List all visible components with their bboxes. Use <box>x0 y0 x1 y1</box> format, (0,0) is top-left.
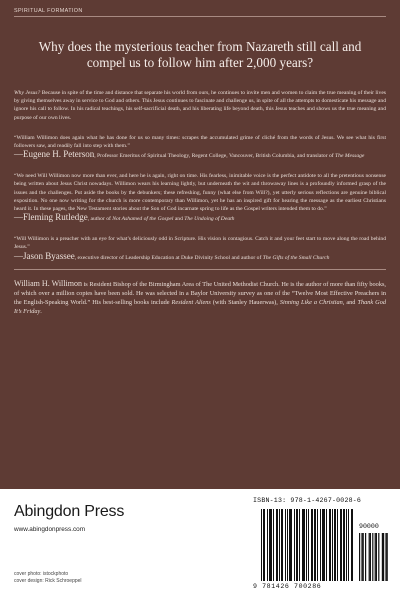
headline: Why does the mysterious teacher from Nazareth still call and compel us to follow him after 2,000 years? <box>38 39 362 70</box>
bio-text: , and <box>342 298 358 306</box>
endorser-work: The Undoing of Death <box>184 216 235 223</box>
price-code: 90000 <box>359 523 379 530</box>
intro-text: Because in spite of the time and distance that separate his world from ours, he continues to invite men and women to claim the true meaning of their lives by giving themselves away in service to God and others. This Jesus continues to fascinate and challenge us, in spite of all the attempts to domesticate his message and ignore his call to follow. In his radical teachings, his self-sacrificial death, and his liberating life beyond death, this Jesus teaches and shows us the true meaning and purpose of our own lives. <box>14 90 386 121</box>
endorsement-quote: “William Willimon does again what he has done for us so many times: scrapes the accumulated grime of cliché from the words of Jesus. We see what his first followers saw, and readily fall into step with them.” <box>14 134 386 150</box>
endorser-conjunction: and <box>173 216 185 223</box>
endorsement-quote: “Will Willimon is a preacher with an eye for what’s deliciously odd in Scripture. His vision is contagious. Catch it and your feet start to move along the road behind Jesus.” <box>14 236 386 251</box>
endorsement-attribution <box>14 213 386 223</box>
bio-book: Resident Aliens <box>171 298 211 306</box>
bio-text: is Resident Bishop of the Birmingham Area of The United Methodist Church. He is the author of more than fifty books, of which over a million copies have been sold. He was selected in a Baylor University survey as one of the “Twelve Most Effective Preachers in the English-Speaking World.” His best-selling books include <box>14 280 387 306</box>
intro-lead: Why Jesus? <box>14 90 41 96</box>
endorser-name: —Jason Byassee <box>14 250 75 261</box>
endorser-work: The Gifts of the Small Church <box>262 254 330 261</box>
endorsement-attribution <box>14 252 386 262</box>
author-name: William H. Willimon <box>14 278 82 288</box>
cover-photo-credit: cover photo: istockphoto <box>14 571 69 577</box>
endorsement-quote: “We need Will Willimon now more than ever, and here he is again, right on time. His fearless, inimitable voice is the perfect antidote to all the pretentious nonsense being written about Jesus Christ nowadays. Willimon wears his learning lightly, but underneath the wit and throwaway lines is a profoundly informed grasp of the issues and the challenges. Put aside the books by the debunkers; these refreshing, funny (what else from Will?), yet utterly serious reflections are genuine biblical exposition. No one now writing for the church is more contemporary than Willimon, yet he has an inspired gift for hearing the message as the earliest Christians heard it. In these pages, the New Testament stories about the Son of God incarnate spring to life as the Gospel writers intended them to do.” <box>14 173 386 213</box>
endorser-name: —Eugene H. Peterson <box>14 149 95 160</box>
divider <box>14 269 386 270</box>
category-label: SPIRITUAL FORMATION <box>14 8 386 17</box>
bio-text: (with Stanley Hauerwas), <box>210 298 280 306</box>
endorsement-attribution <box>14 150 386 160</box>
bio-book: Sinning Like a Christian <box>279 298 343 306</box>
bio-book: Thank God It’s Friday <box>14 298 387 315</box>
barcode-icon <box>253 497 391 593</box>
ean-digits: 9 781426 700286 <box>253 583 322 590</box>
endorser-role: , author of <box>87 216 113 223</box>
publisher-strip <box>0 489 400 600</box>
endorser-work: The Message <box>335 153 365 160</box>
endorser-role: , executive director of Leadership Education at Duke Divinity School and author of <box>74 254 263 261</box>
intro-paragraph <box>14 89 386 122</box>
author-bio <box>14 279 386 316</box>
isbn-label: ISBN-13: 978-1-4267-0028-6 <box>253 497 362 504</box>
cover-design-credit: cover design: Rick Schroeppel <box>14 577 82 584</box>
publisher-logo: Abingdon Press <box>14 503 125 520</box>
endorser-work: Not Ashamed of the Gospel <box>112 216 174 223</box>
endorser-name: —Fleming Rutledge <box>14 212 88 223</box>
bio-text: . <box>40 307 42 315</box>
publisher-url[interactable]: www.abingdonpress.com <box>14 526 86 533</box>
isbn-barcode <box>253 497 391 593</box>
endorser-role: , Professor Emeritus of Spiritual Theology, Regent College, Vancouver, British Columbia, and translator of <box>94 153 336 160</box>
cover-credits <box>14 571 82 584</box>
